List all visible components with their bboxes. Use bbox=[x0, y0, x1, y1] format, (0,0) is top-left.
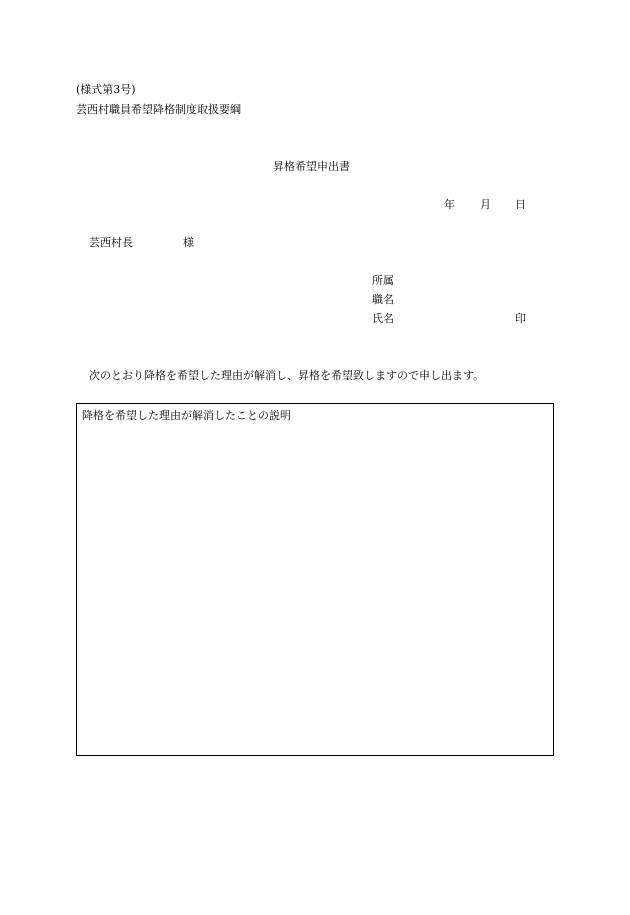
form-number: (様式第3号) bbox=[76, 83, 136, 96]
date-day-label: 日 bbox=[515, 198, 526, 211]
affiliation-label: 所属 bbox=[372, 274, 394, 287]
reason-explanation-label: 降格を希望した理由が解消したことの説明 bbox=[82, 409, 291, 422]
seal-mark: 印 bbox=[515, 312, 526, 325]
document-title: 昇格希望申出書 bbox=[273, 160, 350, 173]
addressee-name: 芸西村長 bbox=[89, 236, 133, 249]
regulation-title: 芸西村職員希望降格制度取扱要綱 bbox=[76, 103, 241, 116]
request-statement: 次のとおり降格を希望した理由が解消し、昇格を希望致しますので申し出ます。 bbox=[89, 369, 485, 382]
date-year-label: 年 bbox=[444, 198, 455, 211]
position-label: 職名 bbox=[372, 293, 394, 306]
name-label: 氏名 bbox=[372, 312, 394, 325]
date-month-label: 月 bbox=[480, 198, 491, 211]
addressee-honorific: 様 bbox=[183, 236, 194, 249]
reason-explanation-box[interactable] bbox=[76, 403, 554, 756]
